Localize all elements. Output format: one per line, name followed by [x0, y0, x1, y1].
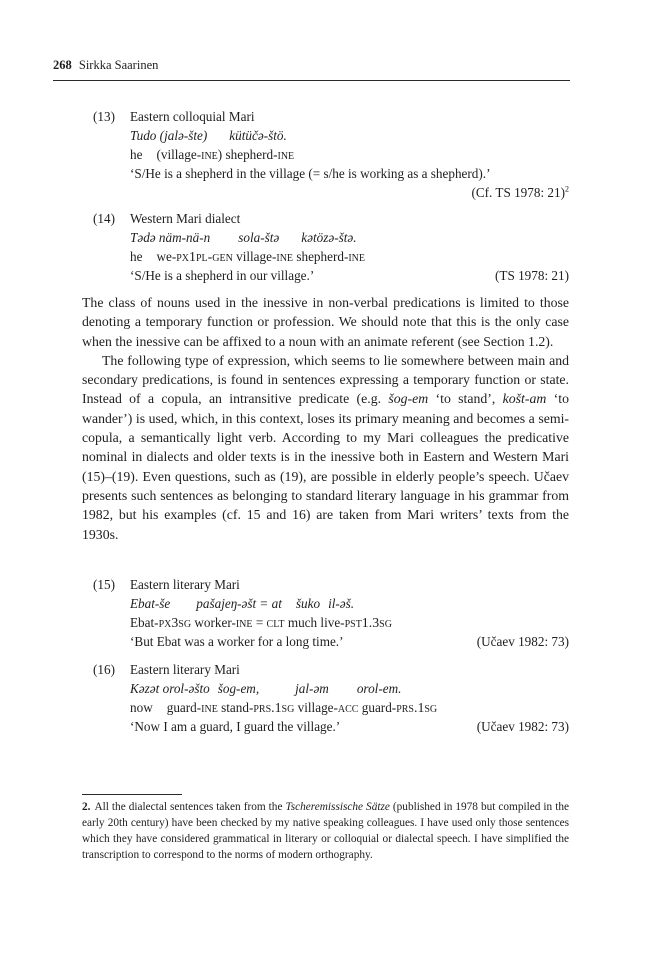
example-citation: (TS 1978: 21)	[495, 268, 569, 283]
source-word: sola-štə	[238, 230, 280, 245]
gloss-word: village-	[294, 700, 338, 715]
gloss-word: Ebat-	[130, 615, 159, 630]
gloss-word: village-	[232, 249, 277, 264]
source-word: pašajeŋ-əšt = at	[196, 596, 282, 611]
running-header	[53, 58, 158, 73]
paragraph-2-part: ‘to stand’,	[428, 391, 503, 407]
running-header-author: Sirkka Saarinen	[78, 58, 159, 72]
gloss-abbreviation: pst1.3sg	[344, 615, 392, 630]
footnote-title: Tscheremissische Sätze	[285, 801, 390, 813]
example-number: (16)	[93, 662, 115, 677]
gloss-abbreviation: ine	[348, 249, 366, 264]
source-word: Kəzət orol-əšto	[130, 681, 210, 696]
gloss-word: (village-	[156, 147, 202, 162]
gloss-abbreviation: px3sg	[158, 615, 192, 630]
example-gloss-line	[130, 613, 392, 632]
example-title: Western Mari dialect	[130, 211, 241, 226]
paragraph-2-part: The following type of expression, which seems to lie somewhere between main and secondary predications, is found in sentences expressing a temporary function or state. Instead of a copula, an intransitive predicate (e.g.	[82, 352, 569, 407]
paragraph-2	[82, 351, 569, 544]
source-word: šog-em,	[217, 681, 260, 696]
example-source-line	[130, 126, 287, 145]
example-title: Eastern colloquial Mari	[130, 109, 255, 124]
example-gloss-line	[130, 145, 294, 164]
footnote-number: 2.	[82, 801, 91, 813]
mari-term: šog-em	[388, 391, 429, 407]
gloss-word: ) shepherd-	[217, 147, 278, 162]
example-title: Eastern literary Mari	[130, 577, 240, 592]
example-16	[93, 660, 569, 736]
gloss-word: guard-	[358, 700, 397, 715]
footnote-text: All the dialectal sentences taken from the	[94, 801, 286, 813]
footnote-ref: 2	[565, 184, 569, 194]
gloss-abbreviation: ine	[276, 249, 294, 264]
citation-text: (Cf. TS 1978: 21)	[471, 185, 565, 200]
page-number: 268	[53, 58, 72, 72]
example-gloss-line	[130, 698, 437, 717]
example-citation: (Učaev 1982: 73)	[476, 719, 569, 734]
example-number: (14)	[93, 211, 115, 226]
example-source-line	[130, 594, 354, 613]
example-14	[93, 209, 569, 285]
gloss-abbreviation: ine	[235, 615, 253, 630]
footnote-rule	[82, 794, 182, 795]
paragraph-1: The class of nouns used in the inessive in non-verbal predications is limited to those denoting a temporary function or profession. We should note that this is the only case when the inessive can be affixed to a noun with an animate referent (see Section 1.2).	[82, 295, 569, 349]
gloss-abbreviation: ine	[201, 700, 218, 715]
footnote	[82, 799, 569, 863]
source-word: kətözə-štə.	[301, 230, 357, 245]
gloss-abbreviation: ine	[201, 147, 218, 162]
example-15	[93, 575, 569, 651]
example-translation: ‘S/He is a shepherd in our village.’	[130, 268, 315, 283]
source-word: Ebat-še	[130, 596, 171, 611]
gloss-word: he	[130, 147, 143, 162]
example-translation: ‘S/He is a shepherd in the village (= s/he is working as a shepherd).’	[130, 166, 491, 181]
gloss-abbreviation: clt	[266, 615, 285, 630]
footnote-text: (published in 1978 but compiled in the early 20th century) have been checked by my native speaking colleagues. I have used only those sentences which they have considered grammatical in literary or colloquial or dialectal speech. I have simplified the transcription to correspond to the norms of modern orthography.	[82, 801, 569, 861]
gloss-word: =	[252, 615, 267, 630]
source-word: jal-əm	[295, 681, 329, 696]
example-number: (13)	[93, 109, 115, 124]
source-word: orol-em.	[356, 681, 402, 696]
source-word: il-əš.	[328, 596, 355, 611]
example-source-line	[130, 228, 357, 247]
example-citation: (Učaev 1982: 73)	[476, 634, 569, 649]
gloss-word: stand-	[217, 700, 254, 715]
example-gloss-line	[130, 247, 365, 266]
gloss-abbreviation: px1pl-gen	[176, 249, 233, 264]
example-translation: ‘Now I am a guard, I guard the village.’	[130, 719, 341, 734]
gloss-abbreviation: prs.1sg	[253, 700, 295, 715]
gloss-abbreviation: acc	[337, 700, 359, 715]
paragraph-2-part: ‘to wander’) is used, which, in this context, loses its primary meaning and becomes a semi-copula, a semantically light verb. According to my Mari colleagues the predicative nominal in dialects and older texts is in the inessive both in Eastern and Western Mari (15)–(19). Even questions, such as (19), are possible in elderly people’s speech. Učaev presents such sentences as belonging to standard literary language in his grammar from 1982, but his examples (cf. 15 and 16) are taken from Mari writers’ texts from the 1930s.	[82, 391, 569, 542]
source-word: šuko	[295, 596, 321, 611]
gloss-word: he	[130, 249, 143, 264]
gloss-word: much live-	[284, 615, 345, 630]
body-text	[82, 293, 569, 544]
gloss-word: worker-	[191, 615, 236, 630]
example-source-line	[130, 679, 401, 698]
gloss-word: now	[130, 700, 153, 715]
gloss-word: guard-	[166, 700, 202, 715]
gloss-word: shepherd-	[293, 249, 349, 264]
gloss-word: we-	[156, 249, 177, 264]
mari-term: košt-am	[502, 391, 547, 407]
source-word: Tədə näm-nä-n	[130, 230, 211, 245]
example-13	[93, 107, 569, 199]
example-citation	[471, 183, 569, 202]
gloss-abbreviation: prs.1sg	[396, 700, 438, 715]
example-number: (15)	[93, 577, 115, 592]
example-translation: ‘But Ebat was a worker for a long time.’	[130, 634, 344, 649]
header-rule	[53, 80, 570, 81]
source-word: Tudo (jalə-šte)	[130, 128, 208, 143]
example-title: Eastern literary Mari	[130, 662, 240, 677]
gloss-abbreviation: ine	[277, 147, 295, 162]
source-word: kütüčə-štö.	[229, 128, 287, 143]
